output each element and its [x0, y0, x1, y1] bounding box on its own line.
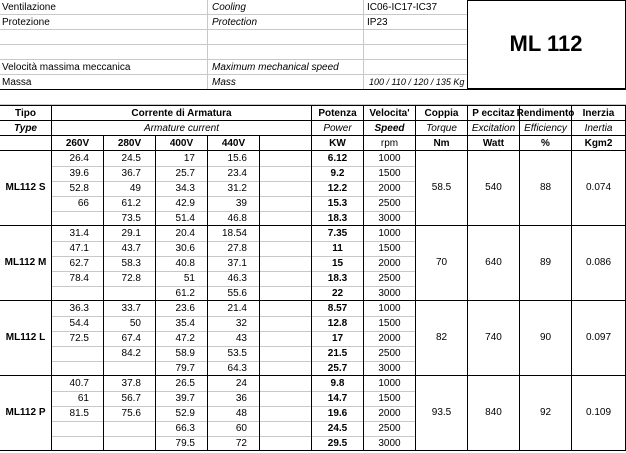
header-kw: KW: [329, 138, 346, 149]
cell-v260: 36.3: [69, 303, 89, 314]
cell-kw: 12.2: [327, 183, 348, 194]
cell-v440: 46.3: [227, 273, 247, 284]
pecc-value: 840: [485, 407, 502, 418]
pecc-value: 640: [485, 257, 502, 268]
info-label-it: Protezione: [2, 17, 50, 28]
cell-kw: 22: [331, 288, 344, 299]
header-type: Type: [14, 123, 37, 134]
cell-v400: 51: [183, 273, 195, 284]
inerzia-value: 0.109: [585, 407, 612, 418]
cell-v260: 47.1: [69, 243, 89, 254]
cell-rpm: 3000: [378, 363, 401, 374]
cell-v280: 29.1: [121, 228, 141, 239]
cell-v400: 61.2: [175, 288, 195, 299]
cell-v400: 52.9: [175, 408, 195, 419]
header-pecc: P eccitaz: [472, 108, 515, 119]
cell-kw: 6.12: [327, 153, 348, 164]
cell-v400: 23.6: [175, 303, 195, 314]
cell-kw: 11: [332, 243, 343, 254]
cell-v440: 18.54: [221, 228, 247, 239]
header-440v: 440V: [221, 138, 246, 149]
header-speed: Speed: [374, 123, 405, 134]
cell-v440: 37.1: [227, 258, 247, 269]
cell-kw: 24.5: [327, 423, 348, 434]
cell-rpm: 3000: [378, 288, 401, 299]
cell-v400: 17: [183, 153, 195, 164]
cell-kw: 9.8: [330, 378, 345, 389]
cell-v440: 43: [235, 333, 247, 344]
header-pct: %: [541, 138, 550, 149]
info-label-it: Ventilazione: [2, 2, 56, 13]
header-400v: 400V: [169, 138, 194, 149]
cell-v280: 73.5: [121, 213, 141, 224]
cell-v400: 42.9: [175, 198, 195, 209]
cell-rpm: 1500: [378, 243, 401, 254]
header-tipo: Tipo: [15, 108, 36, 119]
cell-rpm: 2000: [378, 183, 401, 194]
cell-rpm: 2500: [378, 348, 401, 359]
cell-rpm: 3000: [378, 213, 401, 224]
cell-v260: 31.4: [69, 228, 89, 239]
cell-v260: 61: [77, 393, 89, 404]
rend-value: 92: [539, 407, 552, 418]
cell-v260: 72.5: [69, 333, 89, 344]
cell-kw: 14.7: [327, 393, 348, 404]
info-label-en: Cooling: [212, 2, 246, 13]
cell-v400: 51.4: [175, 213, 195, 224]
cell-v440: 55.6: [227, 288, 247, 299]
header-excitation: Excitation: [471, 123, 516, 134]
cell-v280: 49: [129, 183, 141, 194]
model-name: ML112 L: [5, 332, 46, 343]
header-rend-clip: [516, 106, 575, 135]
cell-rpm: 2500: [378, 273, 401, 284]
header-inertia: Inertia: [584, 123, 613, 134]
cell-kw: 7.35: [327, 228, 348, 239]
cell-v400: 30.6: [175, 243, 195, 254]
cell-v280: 24.5: [121, 153, 141, 164]
cell-v400: 35.4: [175, 318, 195, 329]
model-name: ML112 S: [5, 182, 46, 193]
header-torque: Torque: [426, 123, 457, 134]
cell-v280: 36.7: [121, 168, 141, 179]
cell-kw: 21.5: [327, 348, 348, 359]
header-armature: Armature current: [143, 123, 220, 134]
cell-rpm: 1000: [378, 378, 401, 389]
cell-v280: 37.8: [121, 378, 141, 389]
rend-value: 88: [539, 182, 552, 193]
cell-v280: 50: [129, 318, 141, 329]
header-nm: Nm: [433, 138, 450, 149]
cell-v280: 61.2: [121, 198, 141, 209]
header-potenza: Potenza: [318, 108, 357, 119]
cell-rpm: 2500: [378, 198, 401, 209]
cell-kw: 18.3: [327, 213, 348, 224]
cell-v280: 33.7: [121, 303, 141, 314]
cell-v280: 58.3: [121, 258, 141, 269]
model-name: ML112 M: [4, 257, 47, 268]
cell-v440: 64.3: [227, 363, 247, 374]
cell-v440: 36: [235, 393, 247, 404]
cell-rpm: 1500: [378, 168, 401, 179]
cell-v440: 48: [235, 408, 247, 419]
header-inerzia: Inerzia: [582, 108, 615, 119]
cell-v440: 39: [235, 198, 247, 209]
cell-v440: 15.6: [227, 153, 247, 164]
cell-v280: 72.8: [121, 273, 141, 284]
cell-kw: 29.5: [327, 438, 348, 449]
info-label-it: Velocità massima meccanica: [2, 62, 131, 73]
cell-v400: 26.5: [175, 378, 195, 389]
cell-kw: 17: [331, 333, 344, 344]
cell-v440: 27.8: [227, 243, 247, 254]
cell-v400: 66.3: [175, 423, 195, 434]
cell-v260: 66: [77, 198, 89, 209]
cell-v400: 40.8: [175, 258, 195, 269]
cell-v280: 84.2: [121, 348, 141, 359]
pecc-value: 740: [485, 332, 502, 343]
cell-rpm: 2000: [378, 333, 401, 344]
cell-v260: 26.4: [69, 153, 89, 164]
rend-value: 89: [539, 257, 552, 268]
header-watt: Watt: [482, 138, 505, 149]
coppia-value: 93.5: [431, 407, 452, 418]
cell-v440: 53.5: [227, 348, 247, 359]
cell-rpm: 1000: [378, 228, 401, 239]
header-efficiency: Efficiency: [524, 123, 567, 134]
coppia-value: 70: [435, 257, 448, 268]
cell-v280: 43.7: [121, 243, 141, 254]
cell-v400: 34.3: [175, 183, 195, 194]
inerzia-value: 0.074: [585, 182, 612, 193]
cell-kw: 15.3: [327, 198, 348, 209]
info-label-en: Mass: [212, 77, 236, 88]
cell-v440: 32: [235, 318, 247, 329]
cell-v440: 23.4: [227, 168, 247, 179]
header-velocita: Velocita': [369, 108, 410, 119]
cell-v440: 31.2: [227, 183, 247, 194]
pecc-value: 540: [485, 182, 502, 193]
rend-value: 90: [539, 332, 552, 343]
inerzia-value: 0.086: [585, 257, 612, 268]
cell-rpm: 1000: [378, 153, 401, 164]
cell-v260: 40.7: [69, 378, 89, 389]
cell-kw: 12.8: [327, 318, 348, 329]
header-kgm2: Kgm2: [584, 138, 613, 149]
cell-v280: 75.6: [121, 408, 141, 419]
cell-kw: 9.2: [330, 168, 345, 179]
cell-rpm: 2500: [378, 423, 401, 434]
cell-kw: 8.57: [327, 303, 348, 314]
cell-kw: 18.3: [327, 273, 348, 284]
header-rpm: rpm: [380, 138, 399, 149]
cell-v400: 47.2: [175, 333, 195, 344]
inerzia-value: 0.097: [585, 332, 612, 343]
cell-v440: 46.8: [227, 213, 247, 224]
info-value: IP23: [367, 17, 388, 28]
cell-rpm: 2000: [378, 258, 401, 269]
header-rend: Rendimento: [516, 108, 575, 119]
info-value: 100 / 110 / 120 / 135 Kg: [369, 77, 465, 87]
cell-v260: 62.7: [69, 258, 89, 269]
cell-v280: 56.7: [121, 393, 141, 404]
cell-v440: 72: [235, 438, 247, 449]
cell-v260: 54.4: [69, 318, 89, 329]
coppia-value: 58.5: [431, 182, 452, 193]
cell-rpm: 3000: [378, 438, 401, 449]
cell-v260: 52.8: [69, 183, 89, 194]
cell-rpm: 2000: [378, 408, 401, 419]
cell-rpm: 1500: [378, 318, 401, 329]
cell-kw: 15: [331, 258, 344, 269]
cell-v260: 81.5: [69, 408, 89, 419]
cell-v400: 58.9: [175, 348, 195, 359]
cell-v400: 39.7: [175, 393, 195, 404]
cell-v260: 78.4: [69, 273, 89, 284]
cell-v260: 39.6: [69, 168, 89, 179]
model-name: ML112 P: [5, 407, 46, 418]
header-260v: 260V: [65, 138, 90, 149]
cell-kw: 19.6: [327, 408, 348, 419]
cell-v400: 79.7: [175, 363, 195, 374]
cell-v400: 79.5: [175, 438, 195, 449]
coppia-value: 82: [435, 332, 448, 343]
cell-v440: 24: [235, 378, 247, 389]
model-title: ML 112: [509, 31, 583, 56]
cell-rpm: 1500: [378, 393, 401, 404]
cell-v400: 20.4: [175, 228, 195, 239]
header-corrente: Corrente di Armatura: [131, 108, 232, 119]
cell-v440: 60: [235, 423, 247, 434]
info-value: IC06-IC17-IC37: [367, 2, 438, 13]
header-power: Power: [323, 123, 352, 134]
header-280v: 280V: [117, 138, 142, 149]
info-label-en: Maximum mechanical speed: [212, 62, 339, 73]
cell-rpm: 1000: [378, 303, 401, 314]
info-label-en: Protection: [212, 17, 258, 28]
cell-v400: 25.7: [175, 168, 195, 179]
cell-kw: 25.7: [327, 363, 348, 374]
cell-v440: 21.4: [227, 303, 247, 314]
cell-v280: 67.4: [121, 333, 141, 344]
header-coppia: Coppia: [424, 108, 459, 119]
info-label-it: Massa: [2, 77, 32, 88]
